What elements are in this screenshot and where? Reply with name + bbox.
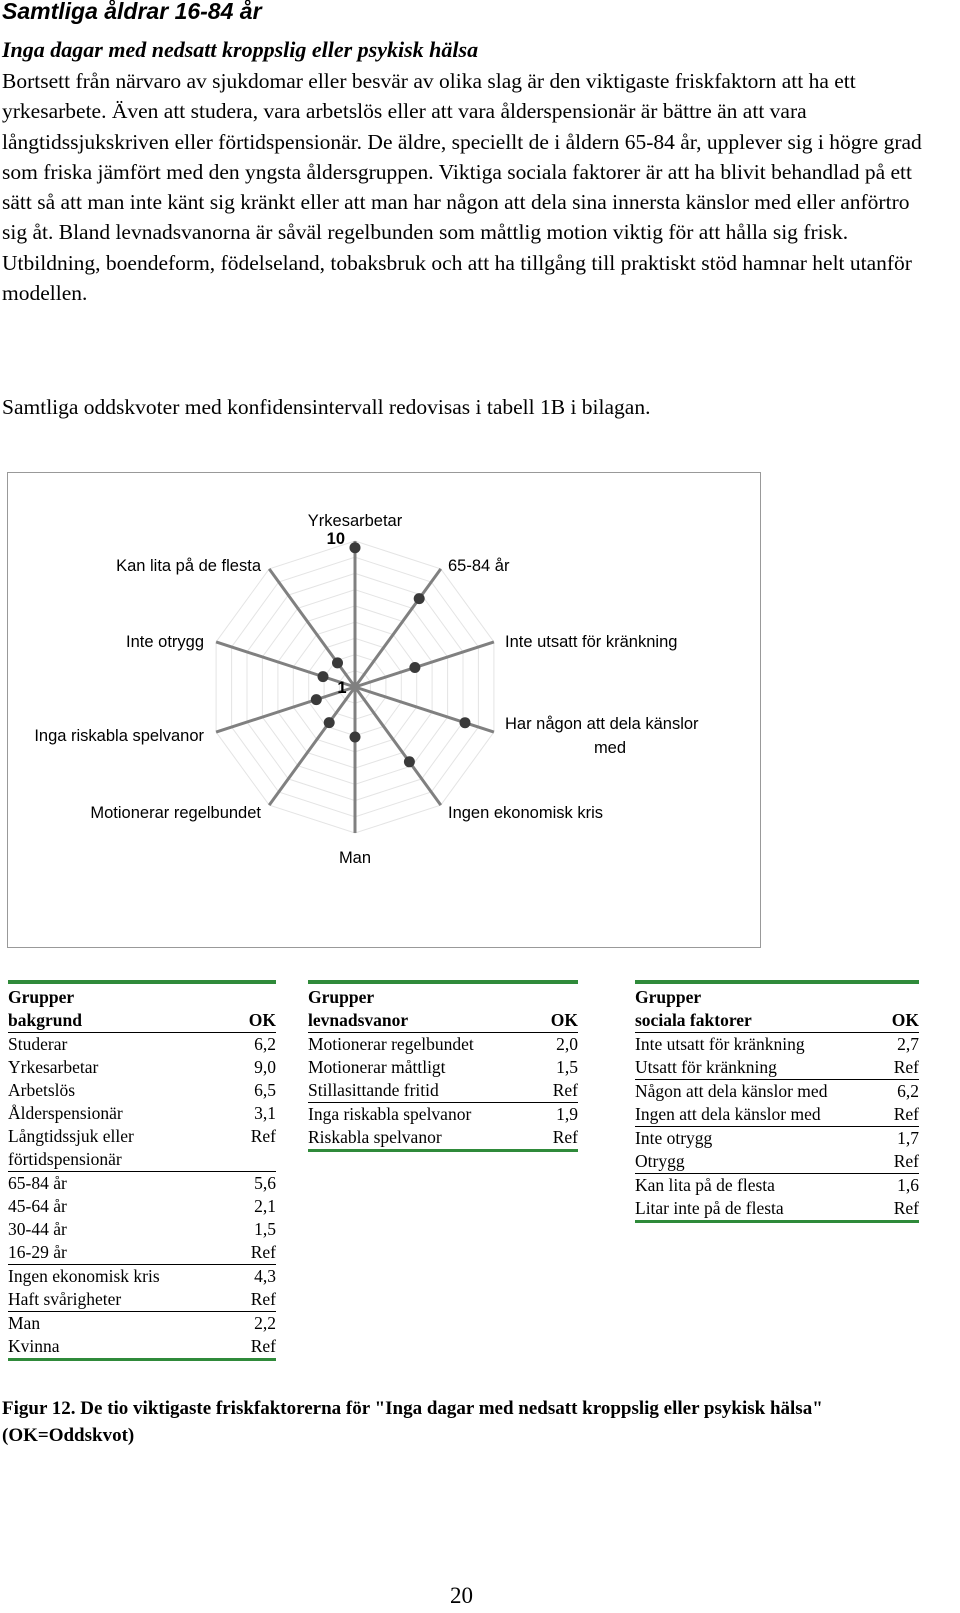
- row-label: Kan lita på de flesta: [635, 1175, 775, 1195]
- row-value: 1,9: [556, 1104, 578, 1124]
- table-row: [8, 1171, 276, 1195]
- row-value: 1,5: [254, 1219, 276, 1239]
- radar-point: [460, 717, 471, 728]
- row-value: 6,5: [254, 1080, 276, 1100]
- body-text: [2, 66, 932, 308]
- radar-axis-spoke: [216, 687, 355, 732]
- radar-point: [404, 756, 415, 767]
- row-label: Ingen ekonomisk kris: [8, 1266, 160, 1286]
- radar-chart: [7, 472, 761, 948]
- table-row: [308, 1079, 578, 1102]
- row-label: Ålderspensionär: [8, 1103, 123, 1123]
- table-header-line1: Grupper: [308, 987, 375, 1007]
- table-social: [635, 980, 919, 1223]
- table-header: [635, 984, 919, 1033]
- radar-axis-spoke: [269, 569, 355, 687]
- row-value: 2,7: [897, 1034, 919, 1054]
- table-header-ok: OK: [248, 1010, 276, 1030]
- section-heading: Samtliga åldrar 16-84 år: [2, 0, 262, 24]
- row-value: Ref: [250, 1289, 276, 1309]
- table-bottom-rule: [635, 1220, 919, 1223]
- row-value: 2,1: [254, 1196, 276, 1216]
- row-label: Yrkesarbetar: [8, 1057, 99, 1077]
- row-value: 2,2: [254, 1313, 276, 1333]
- table-row: [308, 1126, 578, 1149]
- table-header-line2: bakgrund: [8, 1010, 82, 1030]
- row-value: 1,6: [897, 1175, 919, 1195]
- table-header-line1: Grupper: [635, 987, 702, 1007]
- row-label: Ingen att dela känslor med: [635, 1104, 821, 1124]
- radar-axis-spoke: [355, 687, 441, 805]
- table-row: [8, 1335, 276, 1358]
- row-label: Arbetslös: [8, 1080, 76, 1100]
- row-label: Litar inte på de flesta: [635, 1198, 784, 1218]
- row-value: 4,3: [254, 1266, 276, 1286]
- table-background: [8, 980, 276, 1361]
- table-row: [8, 1079, 276, 1102]
- row-value: Ref: [250, 1336, 276, 1356]
- table-row: [308, 1056, 578, 1079]
- row-label: Inte otrygg: [635, 1128, 713, 1148]
- row-label: 30-44 år: [8, 1219, 67, 1239]
- table-header: [308, 984, 578, 1033]
- table-row: [635, 1056, 919, 1079]
- table-row: [635, 1126, 919, 1150]
- row-value: 3,1: [254, 1103, 276, 1123]
- table-header-ok: OK: [550, 1010, 578, 1030]
- table-header-ok: OK: [891, 1010, 919, 1030]
- table-header: [8, 984, 276, 1033]
- radar-axis-spoke: [269, 687, 355, 805]
- radar-axis-label: Har någon att dela känslor med: [505, 715, 699, 757]
- table-row: [8, 1102, 276, 1125]
- table-row: [635, 1079, 919, 1103]
- row-value: Ref: [893, 1104, 919, 1124]
- row-label: Studerar: [8, 1034, 68, 1054]
- table-row: [8, 1195, 276, 1218]
- row-value: Ref: [893, 1057, 919, 1077]
- table-row: [308, 1033, 578, 1056]
- radar-point: [414, 593, 425, 604]
- row-label: Motionerar måttligt: [308, 1057, 446, 1077]
- table-row: [8, 1241, 276, 1264]
- row-value: 6,2: [897, 1081, 919, 1101]
- table-lifestyle: [308, 980, 578, 1152]
- radar-axis-label: Man: [338, 849, 372, 867]
- radar-point: [350, 542, 361, 553]
- radar-point: [332, 657, 343, 668]
- row-label: Inga riskabla spelvanor: [308, 1104, 472, 1124]
- section-subheading: Inga dagar med nedsatt kroppslig eller psykisk hälsa: [2, 37, 479, 62]
- row-label: Otrygg: [635, 1151, 685, 1171]
- table-row: [8, 1264, 276, 1288]
- radar-scale-max-label: 10: [326, 530, 345, 548]
- radar-axis-label: Yrkesarbetar: [307, 512, 403, 530]
- radar-axis-spoke: [355, 569, 441, 687]
- radar-axis-spoke: [355, 687, 494, 732]
- table-header-line2: sociala faktorer: [635, 1010, 752, 1030]
- table-bottom-rule: [308, 1149, 578, 1152]
- table-row: [8, 1218, 276, 1241]
- row-value: Ref: [893, 1198, 919, 1218]
- table-row: [635, 1033, 919, 1056]
- row-label: 16-29 år: [8, 1242, 67, 1262]
- radar-axis-label: Inte otrygg: [126, 633, 204, 651]
- table-row: [8, 1056, 276, 1079]
- row-label: Inte utsatt för kränkning: [635, 1034, 805, 1054]
- radar-point: [324, 717, 335, 728]
- row-value: Ref: [893, 1151, 919, 1171]
- row-label: Någon att dela känslor med: [635, 1081, 828, 1101]
- row-label: Motionerar regelbundet: [308, 1034, 474, 1054]
- radar-axis-label: 65-84 år: [448, 557, 510, 575]
- row-label: Kvinna: [8, 1336, 60, 1356]
- row-value: 9,0: [254, 1057, 276, 1077]
- reference-text: Samtliga oddskvoter med konfidensintervall redovisas i tabell 1B i bilagan.: [2, 395, 651, 419]
- row-value: 1,7: [897, 1128, 919, 1148]
- table-row: [635, 1103, 919, 1126]
- table-row: [8, 1311, 276, 1335]
- row-label: Långtidssjuk eller förtidspensionär: [8, 1126, 134, 1169]
- paragraph: Utbildning, boendeform, födelseland, tobaksbruk och att ha tillgång till praktiskt stöd hamnar helt utanför modellen.: [2, 250, 912, 306]
- row-value: Ref: [552, 1080, 578, 1100]
- radar-axis-label: Inte utsatt för kränkning: [505, 633, 678, 651]
- row-label: Riskabla spelvanor: [308, 1127, 442, 1147]
- row-value: Ref: [250, 1242, 276, 1262]
- radar-axis-label: Motionerar regelbundet: [90, 804, 261, 822]
- radar-axis-label: Kan lita på de flesta: [116, 557, 261, 575]
- paragraph: Bortsett från närvaro av sjukdomar eller besvär av olika slag är den viktigaste friskfaktorn att ha ett yrkesarbete. Även att studera, vara arbetslös eller att vara ålderspensionär är bättre än att vara långtidssjukskriven eller förtidspensionär. De äldre, speciellt de i åldern 65-84 år, upplever sig i högre grad som friska jämfört med den yngsta åldersgruppen. Viktiga sociala faktorer är att ha blivit behandlad på ett sätt så att man inte känt sig kränkt eller att man har någon att dela sina innersta känslor med eller anförtro sig åt. Bland levnadsvanorna är såväl regelbunden som måttlig motion viktig för att hålla sig frisk.: [2, 69, 922, 245]
- row-label: 45-64 år: [8, 1196, 67, 1216]
- table-header-line2: levnadsvanor: [308, 1010, 409, 1030]
- table-row: [8, 1033, 276, 1056]
- table-row: [635, 1150, 919, 1173]
- figure-caption: Figur 12. De tio viktigaste friskfaktorerna för "Inga dagar med nedsatt kroppslig eller psykisk hälsa" (OK=Oddskvot): [2, 1398, 823, 1446]
- table-row: [8, 1125, 276, 1171]
- radar-scale-min-label: 1: [337, 679, 347, 697]
- row-label: 65-84 år: [8, 1173, 67, 1193]
- row-value: 6,2: [254, 1034, 276, 1054]
- row-value: 5,6: [254, 1173, 276, 1193]
- row-value: 1,5: [556, 1057, 578, 1077]
- radar-point: [409, 662, 420, 673]
- radar-point: [311, 694, 322, 705]
- table-header-line1: Grupper: [8, 987, 75, 1007]
- radar-axis-label: Ingen ekonomisk kris: [448, 804, 603, 822]
- row-label: Haft svårigheter: [8, 1289, 122, 1309]
- table-bottom-rule: [8, 1358, 276, 1361]
- radar-point: [350, 732, 361, 743]
- row-value: Ref: [250, 1126, 276, 1146]
- row-label: Stillasittande fritid: [308, 1080, 439, 1100]
- row-value: 2,0: [556, 1034, 578, 1054]
- row-value: Ref: [552, 1127, 578, 1147]
- radar-chart-svg: [8, 473, 760, 947]
- radar-axis-label: Inga riskabla spelvanor: [34, 727, 204, 745]
- row-label: Man: [8, 1313, 41, 1333]
- table-row: [8, 1288, 276, 1311]
- table-row: [308, 1102, 578, 1126]
- page-number: 20: [450, 1583, 473, 1608]
- radar-axis-spoke: [355, 642, 494, 687]
- table-row: [635, 1173, 919, 1197]
- radar-point: [318, 671, 329, 682]
- table-row: [635, 1197, 919, 1220]
- row-label: Utsatt för kränkning: [635, 1057, 777, 1077]
